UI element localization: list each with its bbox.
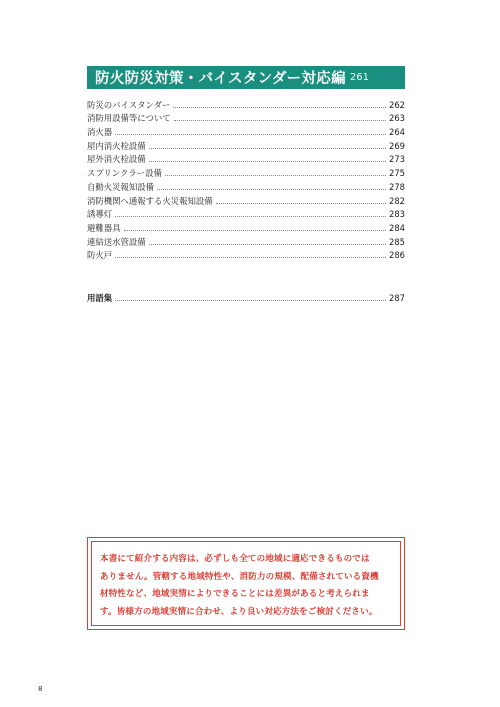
dot-leader <box>115 257 386 258</box>
toc-page: 286 <box>389 250 405 261</box>
toc-label: 誘導灯 <box>87 209 113 220</box>
dot-leader <box>157 189 386 190</box>
dot-leader <box>149 161 386 162</box>
toc-page: 262 <box>389 99 405 110</box>
dot-leader <box>115 300 386 301</box>
toc-page: 285 <box>389 236 405 247</box>
dot-leader <box>216 203 386 204</box>
toc-entry[interactable] <box>87 289 405 303</box>
dot-leader <box>149 148 386 149</box>
toc-label: 避難器具 <box>87 222 121 233</box>
glossary-label: 用語集 <box>87 292 113 303</box>
toc-label: 連結送水管設備 <box>87 236 146 247</box>
toc-entry[interactable] <box>87 192 405 206</box>
toc-label: 自動火災報知設備 <box>87 181 154 192</box>
section-title: 防火防災対策・バイスタンダー対応編 <box>95 71 346 87</box>
dot-leader <box>165 175 386 176</box>
toc-label: スプリンクラー設備 <box>87 168 162 179</box>
dot-leader <box>115 216 386 217</box>
disclaimer-line: ありません。管轄する地域特性や、消防力の規模、配備されている資機 <box>100 571 379 582</box>
dot-leader <box>124 230 387 231</box>
toc-entry[interactable] <box>87 164 405 178</box>
toc-entry[interactable] <box>87 137 405 151</box>
toc-label: 防火戸 <box>87 250 113 261</box>
toc-page: 283 <box>389 209 405 220</box>
toc-entry[interactable] <box>87 219 405 233</box>
glossary-entry[interactable] <box>87 289 405 303</box>
toc-label: 消防用設備等について <box>87 113 171 124</box>
disclaimer-line: 本書にて紹介する内容は、必ずしも全ての地域に適応できるものでは <box>100 554 370 564</box>
toc-page: 278 <box>389 181 405 192</box>
toc-entry[interactable] <box>87 247 405 261</box>
table-of-contents <box>87 96 405 260</box>
disclaimer-line: す。皆様方の地域実情に合わせ、より良い対応方法をご検討ください。 <box>100 606 378 617</box>
section-page-number: 261 <box>349 72 369 83</box>
toc-label: 屋内消火栓設備 <box>87 140 146 151</box>
toc-entry[interactable] <box>87 123 405 137</box>
toc-page: 264 <box>389 127 405 138</box>
section-header <box>87 66 405 89</box>
dot-leader <box>174 120 386 121</box>
toc-page: 282 <box>389 195 405 206</box>
dot-leader <box>173 107 386 108</box>
page-number: 8 <box>38 685 43 693</box>
toc-entry[interactable] <box>87 178 405 192</box>
disclaimer-line: 材特性など、地域実情によりできることには差異があると考えられま <box>100 589 370 599</box>
toc-entry[interactable] <box>87 96 405 110</box>
disclaimer-inner-frame <box>91 541 401 626</box>
toc-label: 屋外消火栓設備 <box>87 154 146 165</box>
toc-page: 263 <box>389 113 405 124</box>
toc-entry[interactable] <box>87 233 405 247</box>
toc-label: 消防機関へ通報する火災報知設備 <box>87 195 213 206</box>
toc-page: 284 <box>389 222 405 233</box>
toc-label: 防災のバイスタンダー <box>87 99 171 110</box>
toc-page: 273 <box>389 154 405 165</box>
disclaimer-box <box>87 537 405 630</box>
toc-entry[interactable] <box>87 206 405 220</box>
toc-entry[interactable] <box>87 151 405 165</box>
toc-label: 消火器 <box>87 127 113 138</box>
glossary-page: 287 <box>389 292 405 303</box>
toc-page: 269 <box>389 140 405 151</box>
dot-leader <box>115 134 386 135</box>
dot-leader <box>149 244 386 245</box>
toc-page: 275 <box>389 168 405 179</box>
toc-entry[interactable] <box>87 110 405 124</box>
